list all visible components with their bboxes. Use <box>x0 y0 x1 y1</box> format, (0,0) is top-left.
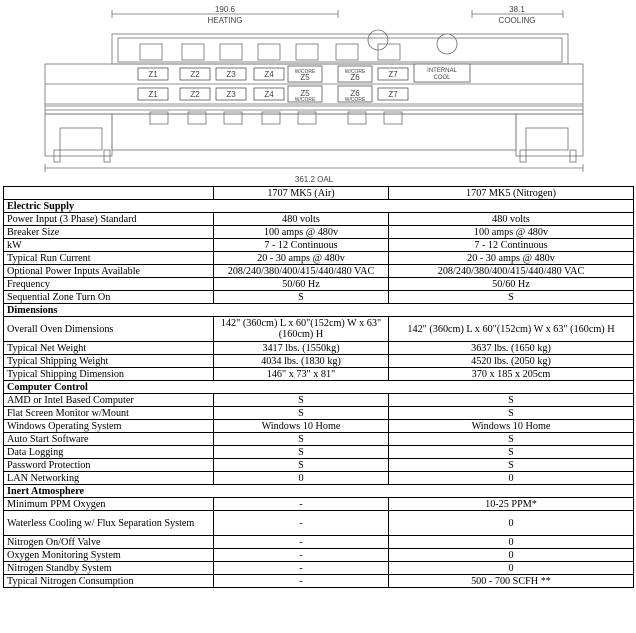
row-label: Data Logging <box>4 446 214 459</box>
dim-cooling-value: 38.1 <box>509 5 525 14</box>
nitrogen-value: 208/240/380/400/415/440/480 VAC <box>389 265 634 278</box>
nitrogen-value: 7 - 12 Continuous <box>389 239 634 252</box>
table-row <box>4 368 634 381</box>
row-label: Auto Start Software <box>4 433 214 446</box>
table-row <box>4 239 634 252</box>
wcore-label: W/CORE <box>294 97 316 103</box>
nitrogen-value: S <box>389 446 634 459</box>
zone-label: Z2 <box>190 90 200 99</box>
wcore-label: W/CORE <box>294 69 316 75</box>
air-value: 20 - 30 amps @ 480v <box>214 252 389 265</box>
wcore-label: W/CORE <box>344 69 366 75</box>
row-label: Typical Nitrogen Consumption <box>4 575 214 588</box>
air-value: 208/240/380/400/415/440/480 VAC <box>214 265 389 278</box>
air-value: S <box>214 291 389 304</box>
nitrogen-value: 100 amps @ 480v <box>389 226 634 239</box>
nitrogen-value: S <box>389 291 634 304</box>
table-row <box>4 549 634 562</box>
nitrogen-value: S <box>389 394 634 407</box>
nitrogen-value: 0 <box>389 549 634 562</box>
air-value: 100 amps @ 480v <box>214 226 389 239</box>
section-header-row <box>4 200 634 213</box>
table-row <box>4 265 634 278</box>
nitrogen-value: 20 - 30 amps @ 480v <box>389 252 634 265</box>
table-row <box>4 291 634 304</box>
air-value: - <box>214 575 389 588</box>
row-label: kW <box>4 239 214 252</box>
row-label: Typical Run Current <box>4 252 214 265</box>
air-value: 50/60 Hz <box>214 278 389 291</box>
nitrogen-value: 0 <box>389 472 634 485</box>
row-label: Waterless Cooling w/ Flux Separation System <box>4 511 214 536</box>
table-row <box>4 459 634 472</box>
zone-label: Z1 <box>148 90 158 99</box>
nitrogen-value: S <box>389 459 634 472</box>
air-value: 480 volts <box>214 213 389 226</box>
zone-label: Z6 <box>350 73 360 82</box>
table-row <box>4 407 634 420</box>
spec-table <box>3 186 634 588</box>
air-value: - <box>214 562 389 575</box>
table-row <box>4 226 634 239</box>
zone-label: Z3 <box>226 70 236 79</box>
row-label: Breaker Size <box>4 226 214 239</box>
air-value: S <box>214 446 389 459</box>
air-value: - <box>214 549 389 562</box>
header-cell-air: 1707 MK5 (Air) <box>214 187 389 200</box>
nitrogen-value: 0 <box>389 536 634 549</box>
dim-overall-length: 361.2 OAL <box>294 175 334 184</box>
row-label: Flat Screen Monitor w/Mount <box>4 407 214 420</box>
zone-label: Z2 <box>190 70 200 79</box>
table-row <box>4 317 634 342</box>
zone-label: Z4 <box>264 70 274 79</box>
nitrogen-value: 370 x 185 x 205cm <box>389 368 634 381</box>
row-label: Nitrogen Standby System <box>4 562 214 575</box>
nitrogen-value: 3637 lbs. (1650 kg) <box>389 342 634 355</box>
header-row <box>4 187 634 200</box>
table-row <box>4 213 634 226</box>
row-label: Minimum PPM Oxygen <box>4 498 214 511</box>
row-label: Typical Net Weight <box>4 342 214 355</box>
zone-label: Z7 <box>388 70 398 79</box>
table-row <box>4 562 634 575</box>
air-value: S <box>214 407 389 420</box>
zone-label: Z6 <box>350 89 360 98</box>
wcore-label: W/CORE <box>344 97 366 103</box>
row-label: Oxygen Monitoring System <box>4 549 214 562</box>
zone-label: Z7 <box>388 90 398 99</box>
air-value: 0 <box>214 472 389 485</box>
nitrogen-value: S <box>389 433 634 446</box>
section-title: Inert Atmosphere <box>4 485 634 498</box>
air-value: 146" x 73" x 81" <box>214 368 389 381</box>
zone-label: Z3 <box>226 90 236 99</box>
nitrogen-value: 10-25 PPM* <box>389 498 634 511</box>
table-row <box>4 575 634 588</box>
nitrogen-value: S <box>389 407 634 420</box>
nitrogen-value: 4520 lbs. (2050 kg) <box>389 355 634 368</box>
dim-heating-value: 190.6 <box>214 5 236 14</box>
air-value: S <box>214 394 389 407</box>
row-label: LAN Networking <box>4 472 214 485</box>
section-title: Dimensions <box>4 304 634 317</box>
nitrogen-value: 0 <box>389 511 634 536</box>
row-label: Overall Oven Dimensions <box>4 317 214 342</box>
air-value: - <box>214 536 389 549</box>
row-label: Typical Shipping Dimension <box>4 368 214 381</box>
section-header-row <box>4 381 634 394</box>
zone-label: Z5 <box>300 73 310 82</box>
internal-cool-label: INTERNAL <box>427 68 457 74</box>
dim-heating-label: HEATING <box>207 16 243 25</box>
table-row <box>4 498 634 511</box>
section-header-row <box>4 485 634 498</box>
table-row <box>4 433 634 446</box>
air-value: S <box>214 433 389 446</box>
air-value: 7 - 12 Continuous <box>214 239 389 252</box>
air-value: 4034 lbs. (1830 kg) <box>214 355 389 368</box>
table-row <box>4 420 634 433</box>
section-header-row <box>4 304 634 317</box>
table-row <box>4 472 634 485</box>
zone-label: Z4 <box>264 90 274 99</box>
zone-label: Z1 <box>148 70 158 79</box>
nitrogen-value: 50/60 Hz <box>389 278 634 291</box>
air-value: 3417 lbs. (1550kg) <box>214 342 389 355</box>
row-label: Password Protection <box>4 459 214 472</box>
row-label: Nitrogen On/Off Valve <box>4 536 214 549</box>
air-value: - <box>214 498 389 511</box>
header-cell-nitrogen: 1707 MK5 (Nitrogen) <box>389 187 634 200</box>
table-row <box>4 536 634 549</box>
nitrogen-value: 480 volts <box>389 213 634 226</box>
oven-technical-drawing <box>0 0 636 186</box>
table-row <box>4 252 634 265</box>
table-row <box>4 342 634 355</box>
row-label: Frequency <box>4 278 214 291</box>
table-row <box>4 511 634 536</box>
row-label: Power Input (3 Phase) Standard <box>4 213 214 226</box>
table-row <box>4 278 634 291</box>
air-value: 142" (360cm) L x 60"(152cm) W x 63" (160cm) H <box>214 317 389 342</box>
air-value: - <box>214 511 389 536</box>
nitrogen-value: 142" (360cm) L x 60"(152cm) W x 63" (160cm) H <box>389 317 634 342</box>
header-cell <box>4 187 214 200</box>
table-row <box>4 446 634 459</box>
row-label: Windows Operating System <box>4 420 214 433</box>
oven-drawing-svg <box>0 0 636 186</box>
internal-cool-label: COOL <box>433 75 451 81</box>
air-value: Windows 10 Home <box>214 420 389 433</box>
table-row <box>4 394 634 407</box>
row-label: Sequential Zone Turn On <box>4 291 214 304</box>
zone-label: Z5 <box>300 89 310 98</box>
dim-cooling-label: COOLING <box>498 16 536 25</box>
air-value: S <box>214 459 389 472</box>
section-title: Computer Control <box>4 381 634 394</box>
row-label: Optional Power Inputs Available <box>4 265 214 278</box>
nitrogen-value: Windows 10 Home <box>389 420 634 433</box>
nitrogen-value: 500 - 700 SCFH ** <box>389 575 634 588</box>
section-title: Electric Supply <box>4 200 634 213</box>
nitrogen-value: 0 <box>389 562 634 575</box>
row-label: Typical Shipping Weight <box>4 355 214 368</box>
row-label: AMD or Intel Based Computer <box>4 394 214 407</box>
table-row <box>4 355 634 368</box>
